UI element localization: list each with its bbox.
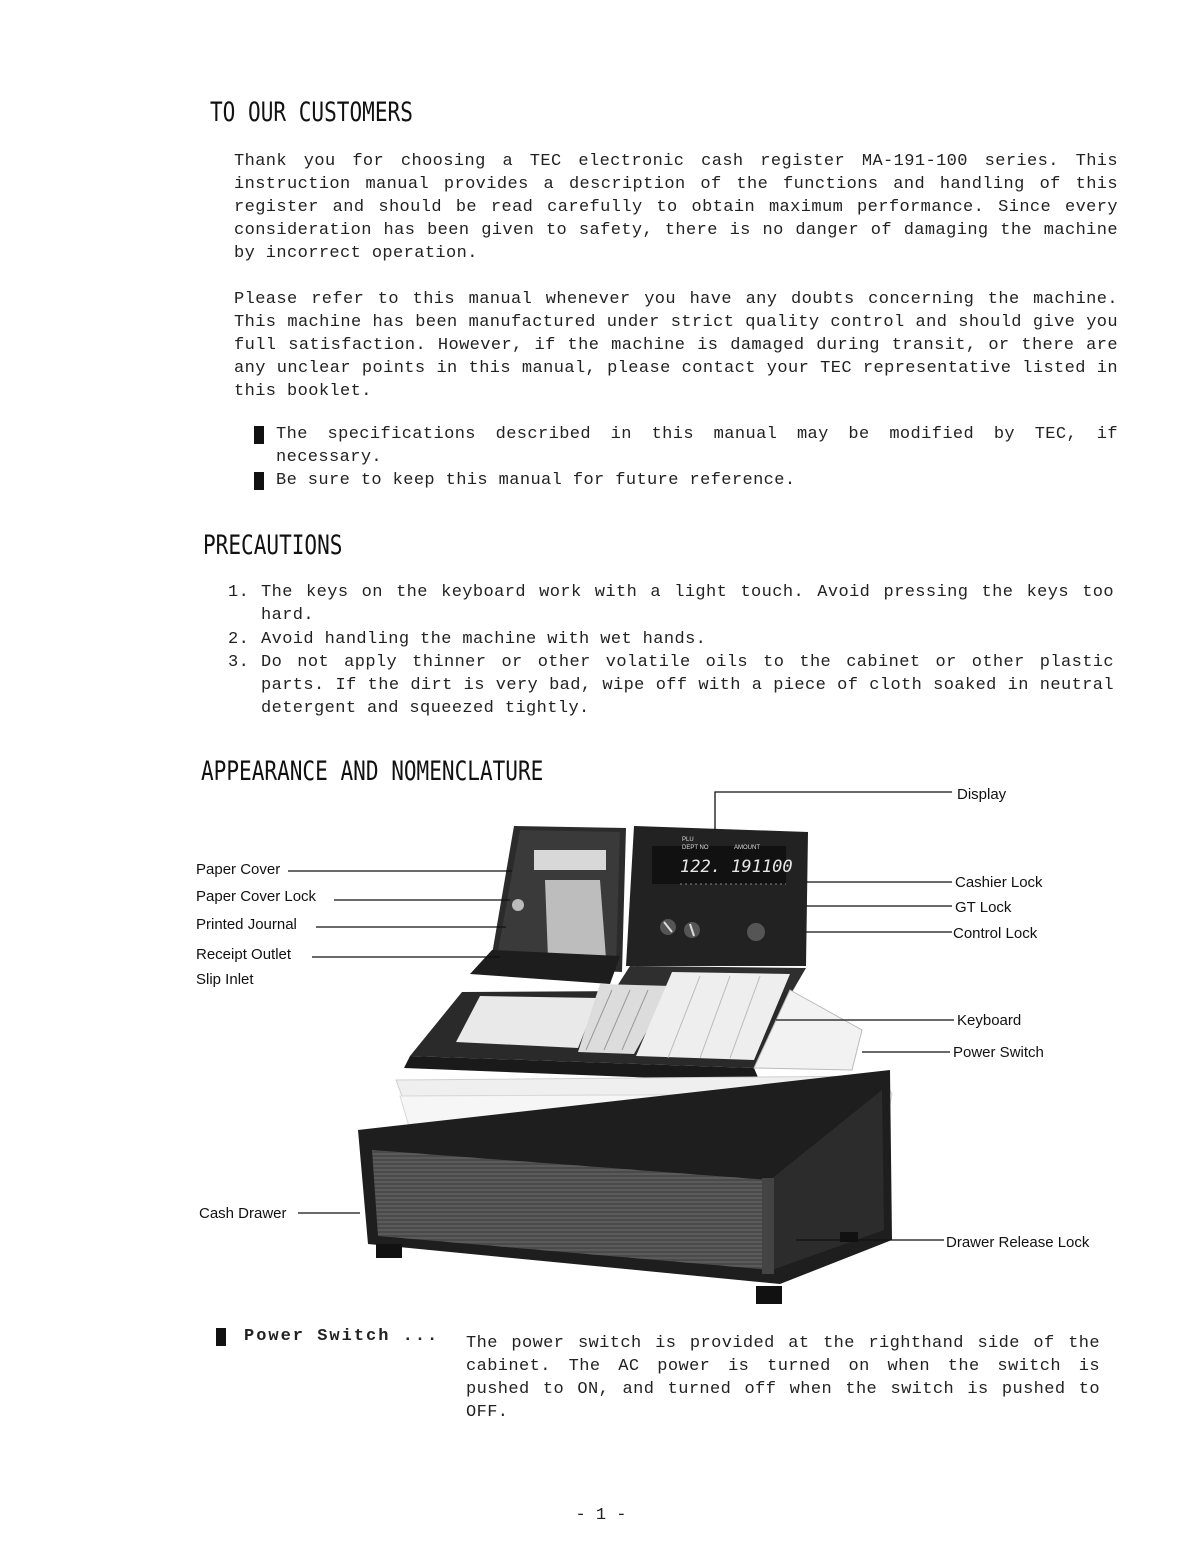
label-printed-journal: Printed Journal [196, 916, 297, 933]
customers-paragraph-2: Please refer to this manual whenever you have any doubts concerning the machine. This machine has been manufactured under strict quality control and should give you full satisfaction. However, if the machine is damaged during transit, or there are any unclear points in this manual, please contact your TEC representative listed in this booklet. [234, 290, 1118, 401]
appearance-heading: APPEARANCE AND NOMENCLATURE [201, 756, 544, 787]
customers-paragraph-1: Thank you for choosing a TEC electronic cash register MA-191-100 series. This instruction manual provides a description of the functions and handling of this register and should be read carefully to obtain maximum performance. Since every consideration has been given to safety, there is no danger of damaging the machine by incorrect operation. [234, 152, 1118, 263]
display-readout: 122. 191100 [680, 857, 793, 877]
precaution-number: 3. [228, 653, 250, 672]
label-slip-inlet: Slip Inlet [196, 971, 254, 988]
precaution-text: Do not apply thinner or other volatile oils to the cabinet or other plastic parts. If the dirt is very bad, wipe off with a piece of cloth soaked in neutral detergent and squeezed tightly. [261, 653, 1114, 718]
label-drawer-release-lock: Drawer Release Lock [946, 1234, 1090, 1251]
label-paper-cover: Paper Cover [196, 861, 281, 878]
precaution-text: Avoid handling the machine with wet hands. [261, 630, 707, 649]
precautions-heading: PRECAUTIONS [203, 530, 343, 561]
display-small-label: DEPT NO [682, 845, 709, 851]
label-power-switch: Power Switch [953, 1044, 1044, 1061]
label-keyboard: Keyboard [957, 1012, 1022, 1029]
precaution-text: The keys on the keyboard work with a light touch. Avoid pressing the keys too hard. [261, 583, 1114, 625]
label-cashier-lock: Cashier Lock [955, 874, 1043, 891]
label-paper-cover-lock: Paper Cover Lock [196, 888, 317, 905]
display-panel [626, 826, 808, 966]
power-switch-heading: Power Switch ... [244, 1327, 440, 1346]
label-receipt-outlet: Receipt Outlet [196, 946, 292, 963]
note-text: Be sure to keep this manual for future reference. [276, 471, 796, 490]
precaution-number: 1. [228, 583, 250, 602]
display-small-label: PLU [682, 837, 694, 843]
bullet-marker [216, 1328, 226, 1346]
customers-heading: TO OUR CUSTOMERS [210, 97, 413, 128]
power-switch-text: The power switch is provided at the righthand side of the cabinet. The AC power is turned on when the switch is pushed to ON, and turned off when the switch is pushed to OFF. [466, 1334, 1100, 1422]
label-cash-drawer: Cash Drawer [199, 1205, 287, 1222]
note-text: The specifications described in this manual may be modified by TEC, if necessary. [276, 425, 1118, 467]
printer-unit [470, 826, 626, 984]
keyboard-deck [404, 966, 862, 1082]
precaution-number: 2. [228, 630, 250, 649]
label-display: Display [957, 786, 1007, 803]
label-control-lock: Control Lock [953, 925, 1038, 942]
label-gt-lock: GT Lock [955, 899, 1012, 916]
display-small-label: AMOUNT [734, 845, 760, 851]
page-number: - 1 - [575, 1506, 627, 1525]
